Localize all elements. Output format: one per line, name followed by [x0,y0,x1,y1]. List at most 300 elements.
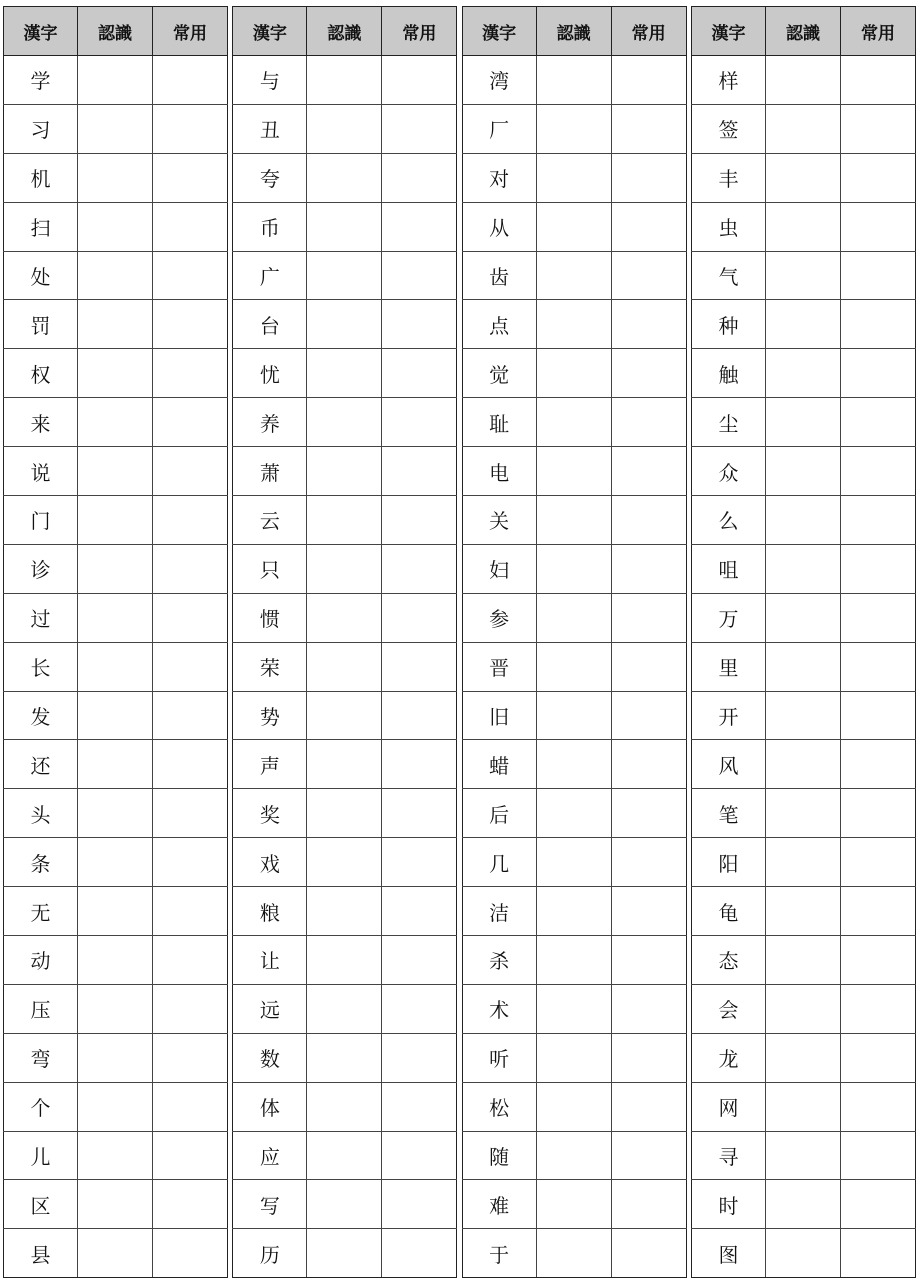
use-checkbox-cell[interactable] [382,691,457,740]
header-row [462,7,686,56]
table-row [462,202,686,251]
use-checkbox-cell[interactable] [611,398,686,447]
know-checkbox-cell[interactable] [536,740,611,789]
character-cell: 机 [4,153,78,202]
know-checkbox-cell[interactable] [536,593,611,642]
know-checkbox-cell[interactable] [765,1131,840,1180]
character-cell: 习 [4,104,78,153]
know-checkbox-cell[interactable] [765,496,840,545]
use-checkbox-cell[interactable] [840,1082,915,1131]
know-checkbox-cell[interactable] [765,887,840,936]
table-row [233,984,457,1033]
table-row [691,544,915,593]
use-checkbox-cell[interactable] [153,398,228,447]
character-cell: 随 [462,1131,536,1180]
table-row [4,153,228,202]
use-checkbox-cell[interactable] [153,593,228,642]
know-checkbox-cell[interactable] [78,838,153,887]
use-checkbox-cell[interactable] [611,838,686,887]
table-row [691,593,915,642]
know-checkbox-cell[interactable] [307,593,382,642]
table-row [4,1229,228,1278]
use-checkbox-cell[interactable] [840,789,915,838]
use-checkbox-cell[interactable] [611,740,686,789]
table-row [691,887,915,936]
use-checkbox-cell[interactable] [382,838,457,887]
table-row [462,1180,686,1229]
know-checkbox-cell[interactable] [78,691,153,740]
know-checkbox-cell[interactable] [307,642,382,691]
use-checkbox-cell[interactable] [382,1229,457,1278]
table-row [462,1033,686,1082]
know-checkbox-cell[interactable] [536,984,611,1033]
use-checkbox-cell[interactable] [382,1033,457,1082]
use-checkbox-cell[interactable] [611,447,686,496]
know-checkbox-cell[interactable] [765,593,840,642]
know-checkbox-cell[interactable] [536,202,611,251]
know-checkbox-cell[interactable] [765,447,840,496]
know-checkbox-cell[interactable] [307,56,382,105]
use-checkbox-cell[interactable] [840,740,915,789]
character-cell: 无 [4,887,78,936]
use-checkbox-cell[interactable] [840,104,915,153]
character-cell: 丑 [233,104,307,153]
use-checkbox-cell[interactable] [382,153,457,202]
table-row [691,202,915,251]
character-table [691,6,916,1278]
header-know: 認識 [78,7,153,56]
use-checkbox-cell[interactable] [382,398,457,447]
know-checkbox-cell[interactable] [765,740,840,789]
table-row [233,1229,457,1278]
use-checkbox-cell[interactable] [153,447,228,496]
table-row [462,593,686,642]
use-checkbox-cell[interactable] [611,104,686,153]
use-checkbox-cell[interactable] [382,642,457,691]
header-know: 認識 [536,7,611,56]
table-row [691,496,915,545]
character-cell: 罚 [4,300,78,349]
know-checkbox-cell[interactable] [536,251,611,300]
use-checkbox-cell[interactable] [611,251,686,300]
table-row [691,447,915,496]
use-checkbox-cell[interactable] [153,838,228,887]
know-checkbox-cell[interactable] [765,1082,840,1131]
know-checkbox-cell[interactable] [307,202,382,251]
use-checkbox-cell[interactable] [611,496,686,545]
character-cell: 耻 [462,398,536,447]
table-row [233,1131,457,1180]
use-checkbox-cell[interactable] [382,1082,457,1131]
know-checkbox-cell[interactable] [78,1229,153,1278]
know-checkbox-cell[interactable] [536,1180,611,1229]
know-checkbox-cell[interactable] [78,1180,153,1229]
know-checkbox-cell[interactable] [536,56,611,105]
know-checkbox-cell[interactable] [307,398,382,447]
header-char: 漢字 [233,7,307,56]
use-checkbox-cell[interactable] [153,1082,228,1131]
know-checkbox-cell[interactable] [536,447,611,496]
use-checkbox-cell[interactable] [382,1180,457,1229]
table-row [462,544,686,593]
know-checkbox-cell[interactable] [765,251,840,300]
character-cell: 风 [691,740,765,789]
use-checkbox-cell[interactable] [382,251,457,300]
know-checkbox-cell[interactable] [307,544,382,593]
know-checkbox-cell[interactable] [78,984,153,1033]
use-checkbox-cell[interactable] [153,56,228,105]
use-checkbox-cell[interactable] [153,984,228,1033]
know-checkbox-cell[interactable] [78,349,153,398]
use-checkbox-cell[interactable] [382,447,457,496]
table-row [233,153,457,202]
use-checkbox-cell[interactable] [153,1229,228,1278]
use-checkbox-cell[interactable] [840,447,915,496]
know-checkbox-cell[interactable] [536,1131,611,1180]
use-checkbox-cell[interactable] [382,740,457,789]
character-cell: 数 [233,1033,307,1082]
use-checkbox-cell[interactable] [611,691,686,740]
know-checkbox-cell[interactable] [78,496,153,545]
table-row [691,789,915,838]
worksheet [3,6,915,1278]
know-checkbox-cell[interactable] [765,56,840,105]
know-checkbox-cell[interactable] [536,936,611,985]
use-checkbox-cell[interactable] [840,1229,915,1278]
use-checkbox-cell[interactable] [611,789,686,838]
know-checkbox-cell[interactable] [307,104,382,153]
know-checkbox-cell[interactable] [765,398,840,447]
table-row [4,789,228,838]
use-checkbox-cell[interactable] [153,936,228,985]
table-row [4,202,228,251]
character-cell: 还 [4,740,78,789]
character-cell: 养 [233,398,307,447]
know-checkbox-cell[interactable] [78,447,153,496]
know-checkbox-cell[interactable] [78,300,153,349]
table-row [462,251,686,300]
character-cell: 县 [4,1229,78,1278]
table-block-2 [232,6,456,1278]
use-checkbox-cell[interactable] [611,1033,686,1082]
table-row [4,1082,228,1131]
use-checkbox-cell[interactable] [153,153,228,202]
character-cell: 几 [462,838,536,887]
know-checkbox-cell[interactable] [536,691,611,740]
character-cell: 开 [691,691,765,740]
table-row [4,642,228,691]
character-cell: 寻 [691,1131,765,1180]
table-row [691,251,915,300]
know-checkbox-cell[interactable] [536,496,611,545]
character-cell: 历 [233,1229,307,1278]
table-row [462,887,686,936]
table-row [4,936,228,985]
use-checkbox-cell[interactable] [153,544,228,593]
know-checkbox-cell[interactable] [765,789,840,838]
know-checkbox-cell[interactable] [307,447,382,496]
character-cell: 时 [691,1180,765,1229]
know-checkbox-cell[interactable] [78,936,153,985]
use-checkbox-cell[interactable] [840,544,915,593]
table-row [691,740,915,789]
use-checkbox-cell[interactable] [382,984,457,1033]
know-checkbox-cell[interactable] [78,1131,153,1180]
know-checkbox-cell[interactable] [78,887,153,936]
table-row [462,936,686,985]
use-checkbox-cell[interactable] [382,887,457,936]
use-checkbox-cell[interactable] [840,153,915,202]
know-checkbox-cell[interactable] [78,593,153,642]
know-checkbox-cell[interactable] [307,349,382,398]
character-cell: 点 [462,300,536,349]
know-checkbox-cell[interactable] [765,104,840,153]
character-cell: 网 [691,1082,765,1131]
know-checkbox-cell[interactable] [307,251,382,300]
know-checkbox-cell[interactable] [536,104,611,153]
use-checkbox-cell[interactable] [611,544,686,593]
know-checkbox-cell[interactable] [765,300,840,349]
use-checkbox-cell[interactable] [611,1180,686,1229]
know-checkbox-cell[interactable] [78,251,153,300]
use-checkbox-cell[interactable] [153,202,228,251]
use-checkbox-cell[interactable] [840,300,915,349]
use-checkbox-cell[interactable] [840,1180,915,1229]
use-checkbox-cell[interactable] [153,1033,228,1082]
know-checkbox-cell[interactable] [78,1033,153,1082]
know-checkbox-cell[interactable] [307,1033,382,1082]
know-checkbox-cell[interactable] [765,838,840,887]
table-block-4 [691,6,915,1278]
table-row [691,398,915,447]
use-checkbox-cell[interactable] [840,349,915,398]
know-checkbox-cell[interactable] [765,691,840,740]
use-checkbox-cell[interactable] [611,593,686,642]
know-checkbox-cell[interactable] [765,1229,840,1278]
character-cell: 洁 [462,887,536,936]
use-checkbox-cell[interactable] [840,1131,915,1180]
header-know: 認識 [307,7,382,56]
know-checkbox-cell[interactable] [307,1082,382,1131]
know-checkbox-cell[interactable] [78,153,153,202]
use-checkbox-cell[interactable] [611,936,686,985]
use-checkbox-cell[interactable] [382,349,457,398]
use-checkbox-cell[interactable] [840,887,915,936]
use-checkbox-cell[interactable] [611,56,686,105]
use-checkbox-cell[interactable] [153,104,228,153]
know-checkbox-cell[interactable] [78,642,153,691]
table-row [4,496,228,545]
table-row [233,936,457,985]
character-cell: 从 [462,202,536,251]
use-checkbox-cell[interactable] [153,251,228,300]
use-checkbox-cell[interactable] [153,691,228,740]
use-checkbox-cell[interactable] [153,642,228,691]
use-checkbox-cell[interactable] [153,789,228,838]
character-table [3,6,228,1278]
use-checkbox-cell[interactable] [382,104,457,153]
header-char: 漢字 [462,7,536,56]
use-checkbox-cell[interactable] [611,1131,686,1180]
know-checkbox-cell[interactable] [765,202,840,251]
use-checkbox-cell[interactable] [611,984,686,1033]
character-cell: 么 [691,496,765,545]
use-checkbox-cell[interactable] [153,349,228,398]
use-checkbox-cell[interactable] [611,1229,686,1278]
know-checkbox-cell[interactable] [536,398,611,447]
use-checkbox-cell[interactable] [153,740,228,789]
use-checkbox-cell[interactable] [382,789,457,838]
use-checkbox-cell[interactable] [153,496,228,545]
use-checkbox-cell[interactable] [382,593,457,642]
table-row [462,447,686,496]
know-checkbox-cell[interactable] [765,984,840,1033]
table-row [462,1082,686,1131]
table-row [4,349,228,398]
use-checkbox-cell[interactable] [382,202,457,251]
use-checkbox-cell[interactable] [382,544,457,593]
table-row [233,398,457,447]
know-checkbox-cell[interactable] [765,936,840,985]
use-checkbox-cell[interactable] [611,153,686,202]
use-checkbox-cell[interactable] [153,1131,228,1180]
know-checkbox-cell[interactable] [307,496,382,545]
use-checkbox-cell[interactable] [153,1180,228,1229]
use-checkbox-cell[interactable] [611,300,686,349]
know-checkbox-cell[interactable] [536,300,611,349]
use-checkbox-cell[interactable] [840,251,915,300]
table-row [4,1131,228,1180]
use-checkbox-cell[interactable] [382,496,457,545]
character-cell: 学 [4,56,78,105]
use-checkbox-cell[interactable] [840,691,915,740]
character-cell: 让 [233,936,307,985]
know-checkbox-cell[interactable] [765,642,840,691]
know-checkbox-cell[interactable] [536,1229,611,1278]
character-cell: 于 [462,1229,536,1278]
use-checkbox-cell[interactable] [840,642,915,691]
table-row [4,251,228,300]
use-checkbox-cell[interactable] [611,202,686,251]
know-checkbox-cell[interactable] [536,789,611,838]
know-checkbox-cell[interactable] [78,789,153,838]
know-checkbox-cell[interactable] [765,1180,840,1229]
know-checkbox-cell[interactable] [536,887,611,936]
know-checkbox-cell[interactable] [536,838,611,887]
table-row [233,789,457,838]
know-checkbox-cell[interactable] [536,642,611,691]
table-row [462,1229,686,1278]
table-block-1 [3,6,227,1278]
know-checkbox-cell[interactable] [307,153,382,202]
use-checkbox-cell[interactable] [840,202,915,251]
know-checkbox-cell[interactable] [78,398,153,447]
character-cell: 厂 [462,104,536,153]
know-checkbox-cell[interactable] [536,1033,611,1082]
table-block-3 [462,6,686,1278]
know-checkbox-cell[interactable] [765,349,840,398]
table-row [233,1180,457,1229]
character-cell: 惯 [233,593,307,642]
use-checkbox-cell[interactable] [840,56,915,105]
know-checkbox-cell[interactable] [307,300,382,349]
character-cell: 对 [462,153,536,202]
use-checkbox-cell[interactable] [153,887,228,936]
know-checkbox-cell[interactable] [536,349,611,398]
know-checkbox-cell[interactable] [307,936,382,985]
character-cell: 弯 [4,1033,78,1082]
use-checkbox-cell[interactable] [611,642,686,691]
know-checkbox-cell[interactable] [307,838,382,887]
table-row [462,56,686,105]
header-use: 常用 [382,7,457,56]
use-checkbox-cell[interactable] [611,1082,686,1131]
use-checkbox-cell[interactable] [840,593,915,642]
table-row [4,691,228,740]
know-checkbox-cell[interactable] [307,789,382,838]
character-cell: 权 [4,349,78,398]
character-cell: 蜡 [462,740,536,789]
character-cell: 个 [4,1082,78,1131]
character-cell: 发 [4,691,78,740]
know-checkbox-cell[interactable] [307,1131,382,1180]
use-checkbox-cell[interactable] [382,936,457,985]
know-checkbox-cell[interactable] [536,153,611,202]
header-row [4,7,228,56]
character-cell: 台 [233,300,307,349]
use-checkbox-cell[interactable] [611,887,686,936]
know-checkbox-cell[interactable] [765,1033,840,1082]
use-checkbox-cell[interactable] [840,398,915,447]
use-checkbox-cell[interactable] [840,936,915,985]
table-row [462,691,686,740]
know-checkbox-cell[interactable] [78,544,153,593]
know-checkbox-cell[interactable] [765,544,840,593]
use-checkbox-cell[interactable] [382,300,457,349]
know-checkbox-cell[interactable] [536,1082,611,1131]
character-cell: 势 [233,691,307,740]
know-checkbox-cell[interactable] [307,984,382,1033]
know-checkbox-cell[interactable] [307,887,382,936]
know-checkbox-cell[interactable] [536,544,611,593]
use-checkbox-cell[interactable] [611,349,686,398]
use-checkbox-cell[interactable] [153,300,228,349]
know-checkbox-cell[interactable] [78,202,153,251]
use-checkbox-cell[interactable] [840,1033,915,1082]
know-checkbox-cell[interactable] [765,153,840,202]
know-checkbox-cell[interactable] [307,1180,382,1229]
use-checkbox-cell[interactable] [382,56,457,105]
character-cell: 种 [691,300,765,349]
header-row [691,7,915,56]
use-checkbox-cell[interactable] [840,496,915,545]
use-checkbox-cell[interactable] [840,984,915,1033]
character-cell: 图 [691,1229,765,1278]
character-cell: 只 [233,544,307,593]
character-cell: 戏 [233,838,307,887]
character-cell: 应 [233,1131,307,1180]
know-checkbox-cell[interactable] [78,104,153,153]
know-checkbox-cell[interactable] [78,1082,153,1131]
use-checkbox-cell[interactable] [382,1131,457,1180]
use-checkbox-cell[interactable] [840,838,915,887]
know-checkbox-cell[interactable] [78,56,153,105]
know-checkbox-cell[interactable] [78,740,153,789]
table-row [691,1180,915,1229]
know-checkbox-cell[interactable] [307,740,382,789]
know-checkbox-cell[interactable] [307,691,382,740]
know-checkbox-cell[interactable] [307,1229,382,1278]
